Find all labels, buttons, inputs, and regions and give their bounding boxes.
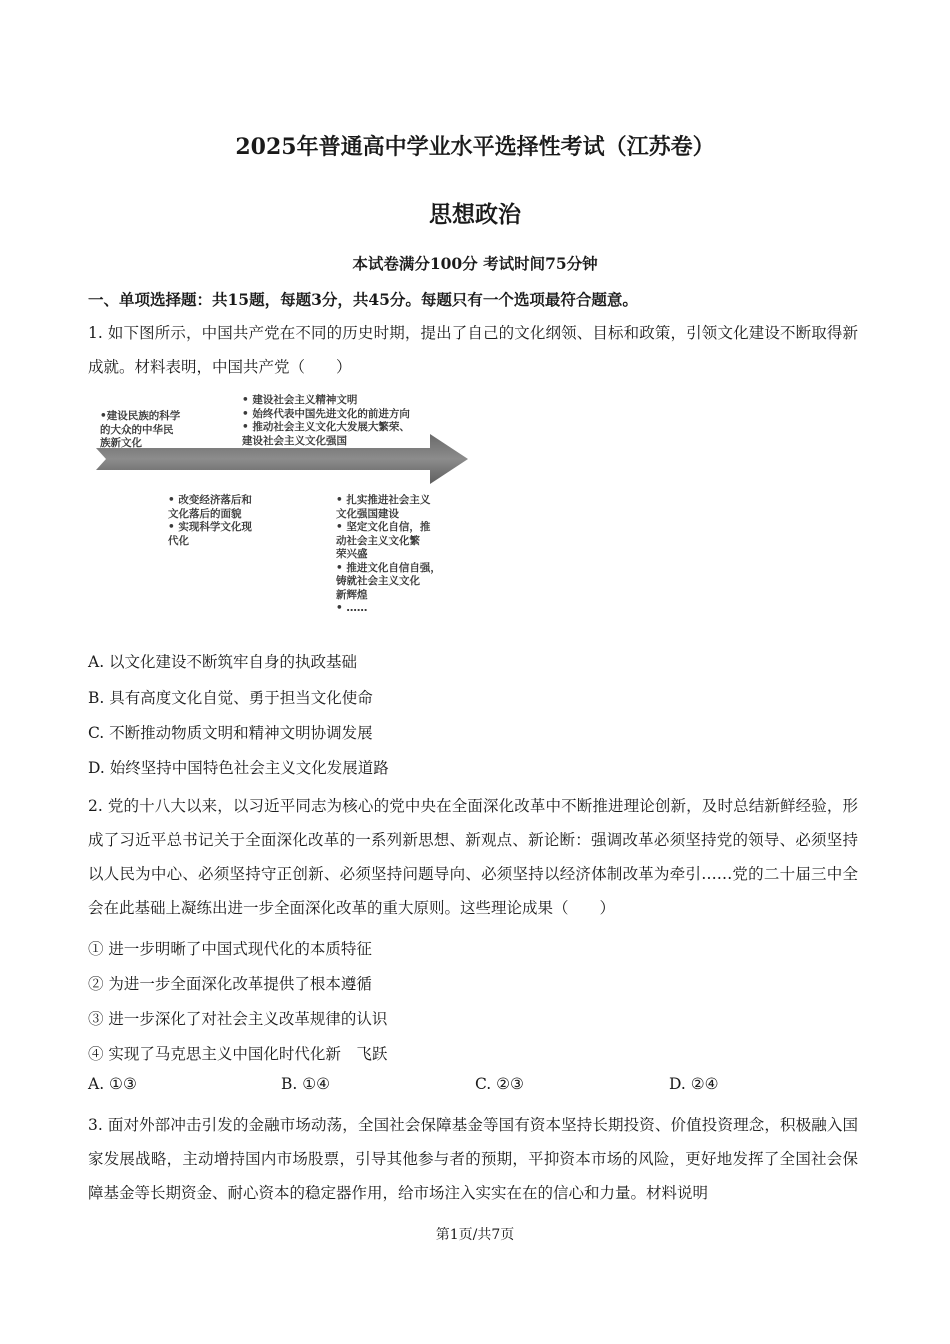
figure-text: 的大众的中华民 — [100, 423, 174, 436]
question-2-option-d: D. ②④ — [669, 1075, 719, 1093]
section-heading: 一、单项选择题：共15题，每题3分，共45分。每题只有一个选项最符合题意。 — [88, 290, 638, 309]
figure-text: 文化强国建设 — [336, 507, 399, 520]
question-3-stem: 3. 面对外部冲击引发的金融市场动荡，全国社会保障基金等国有资本坚持长期投资、价值投资理念，积极融入国家发展战略，主动增持国内市场股票，引导其他参与者的预期，平抑资本市场的风险，更好地发挥了全国社会保障基金等长期资金、耐心资本的稳定器作用，给市场注入实实在在的信心和力量。材料说明 — [88, 1116, 858, 1202]
question-2-statement-4: ④ 实现了马克思主义中国化时代化新 飞跃 — [88, 1045, 388, 1063]
question-2-statement-3: ③ 进一步深化了对社会主义改革规律的认识 — [88, 1010, 388, 1028]
figure-text: • …… — [336, 602, 368, 614]
figure-text: • 改变经济落后和 — [168, 494, 252, 506]
subject-title: 思想政治 — [429, 201, 521, 228]
figure-text: • 坚定文化自信，推 — [336, 521, 431, 533]
page-number: 第1页/共7页 — [435, 1227, 515, 1243]
question-1-option-b: B. 具有高度文化自觉、勇于担当文化使命 — [88, 689, 373, 707]
figure-text: 荣兴盛 — [336, 548, 368, 560]
figure-text: 建设社会主义文化强国 — [242, 434, 347, 447]
question-2-option-c: C. ②③ — [475, 1075, 524, 1093]
question-1-option-a: A. 以文化建设不断筑牢自身的执政基础 — [88, 653, 358, 671]
figure-text: • 推进文化自信自强， — [336, 561, 441, 574]
question-2-statement-1: ① 进一步明晰了中国式现代化的本质特征 — [88, 940, 372, 958]
figure-bottom-right — [336, 494, 441, 616]
question-1-option-c: C. 不断推动物质文明和精神文明协调发展 — [88, 724, 373, 742]
exam-title: 2025年普通高中学业水平选择性考试（江苏卷） — [235, 134, 715, 160]
figure-bottom-left — [168, 494, 252, 548]
question-2-option-b: B. ①④ — [281, 1075, 331, 1093]
figure-text: 新辉煌 — [336, 588, 368, 601]
question-1-figure — [92, 390, 472, 622]
figure-text: •建设民族的科学 — [100, 410, 181, 422]
figure-top-left — [100, 410, 180, 451]
question-1-stem: 1. 如下图所示，中国共产党在不同的历史时期，提出了自己的文化纲领、目标和政策，引领文化建设不断取得新成就。材料表明，中国共产党（ ） — [88, 324, 858, 376]
question-1-option-d: D. 始终坚持中国特色社会主义文化发展道路 — [88, 759, 389, 777]
figure-text: • 始终代表中国先进文化的前进方向 — [242, 407, 410, 420]
exam-meta: 本试卷满分100分 考试时间75分钟 — [352, 254, 598, 273]
figure-text: • 扎实推进社会主义 — [336, 494, 431, 506]
figure-top-right — [242, 394, 410, 448]
figure-text: 文化落后的面貌 — [168, 507, 242, 520]
figure-text: 动社会主义文化繁 — [336, 534, 420, 547]
figure-text: • 推动社会主义文化大发展大繁荣、 — [242, 421, 410, 433]
figure-text: • 建设社会主义精神文明 — [242, 394, 358, 406]
figure-text: • 实现科学文化现 — [168, 521, 252, 533]
figure-text: 族新文化 — [100, 437, 142, 449]
question-2-stem: 2. 党的十八大以来，以习近平同志为核心的党中央在全面深化改革中不断推进理论创新，及时总结新鲜经验，形成了习近平总书记关于全面深化改革的一系列新思想、新观点、新论断：强调改革必须坚持党的领导、必须坚持以人民为中心、必须坚持守正创新、必须坚持问题导向、必须坚持以经济体制改革为牵引……党的二十届三中全会在此基础上凝练出进一步全面深化改革的重大原则。这些理论成果（ ） — [88, 797, 858, 917]
figure-text: 铸就社会主义文化 — [336, 575, 420, 587]
question-2-statement-2: ② 为进一步全面深化改革提供了根本遵循 — [88, 975, 372, 993]
figure-text: 代化 — [168, 534, 189, 547]
question-2-option-a: A. ①③ — [88, 1075, 137, 1093]
